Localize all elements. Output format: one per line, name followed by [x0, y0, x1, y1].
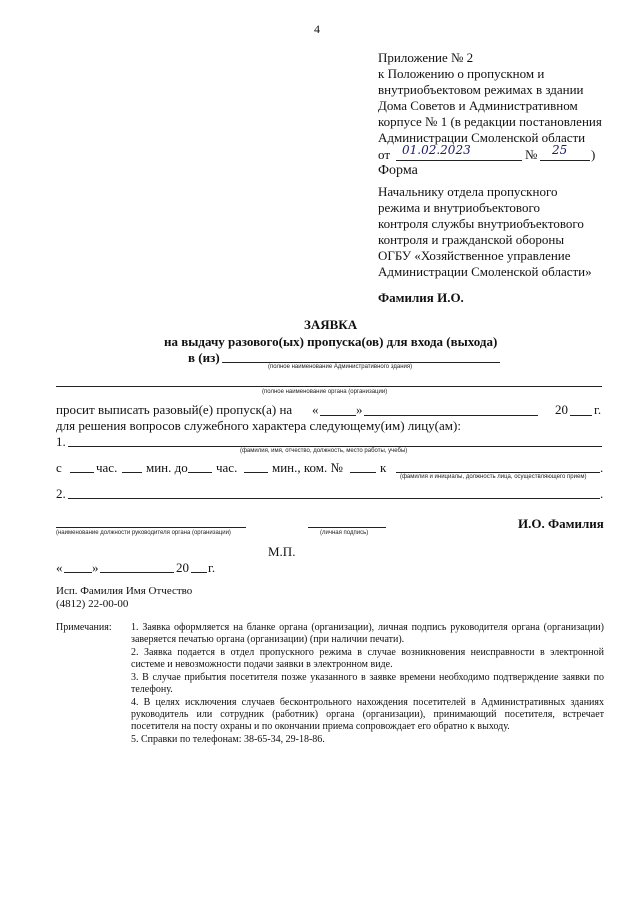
- from-label: в (из): [188, 350, 220, 365]
- request-year-line[interactable]: [570, 415, 592, 416]
- signer-name: И.О. Фамилия: [518, 516, 604, 531]
- sign-year-prefix: 20: [176, 560, 189, 575]
- appendix-date: 01.02.2023: [402, 143, 471, 157]
- org-line[interactable]: [56, 386, 602, 387]
- position-hint: (наименование должности руководителя органа (организации): [56, 530, 231, 536]
- sign-date-open: «: [56, 560, 63, 575]
- time-to-min-line[interactable]: [244, 472, 268, 473]
- form-label: Форма: [378, 163, 418, 178]
- item-1-number: 1.: [56, 434, 66, 449]
- doc-subtitle: на выдачу разового(ых) пропуска(ов) для входа (выхода): [164, 334, 498, 349]
- person-hint: (фамилия, имя, отчество, должность, место работы, учебы): [240, 448, 408, 454]
- appendix-number-line: [540, 160, 590, 161]
- appendix-close-paren: ): [591, 147, 596, 162]
- time-to-hour-line[interactable]: [188, 472, 212, 473]
- time-hours2-label: час.: [216, 460, 238, 475]
- to-label: к: [380, 460, 387, 475]
- note-item: 5. Справки по телефонам: 38-65-34, 29-18-86.: [131, 734, 325, 745]
- appendix-number: 25: [552, 143, 568, 157]
- appendix-line: корпусе № 1 (в редакции постановления: [378, 114, 602, 129]
- addressee-line: Администрации Смоленской области»: [378, 264, 592, 279]
- addressee-line: контроля службы внутриобъектового: [378, 216, 584, 231]
- appendix-line: к Положению о пропускном и: [378, 66, 545, 81]
- sign-year-line[interactable]: [191, 572, 207, 573]
- addressee-line: контроля и гражданской обороны: [378, 232, 565, 247]
- request-month-line[interactable]: [364, 415, 538, 416]
- appendix-line: Дома Советов и Административном: [378, 98, 578, 113]
- executor-phone: (4812) 22-00-00: [56, 598, 129, 610]
- purpose-text: для решения вопросов служебного характера следующему(им) лицу(ам):: [56, 418, 461, 433]
- note-item: 3. В случае прибытия посетителя позже указанного в заявке времени необходимо подтверждение заявки по телефону.: [131, 672, 604, 695]
- addressee-line: Начальнику отдела пропускного: [378, 184, 558, 199]
- item-1-line[interactable]: [68, 446, 602, 447]
- sign-hint: (личная подпись): [320, 530, 369, 536]
- appendix-no-label: №: [525, 147, 538, 162]
- receiver-line[interactable]: [396, 472, 600, 473]
- appendix-line: Администрации Смоленской области: [378, 130, 586, 145]
- appendix-line: Приложение № 2: [378, 50, 474, 65]
- request-quote-open: «: [312, 402, 319, 417]
- sign-line[interactable]: [308, 527, 386, 528]
- addressee-name: Фамилия И.О.: [378, 290, 464, 305]
- appendix-date-line: [396, 160, 522, 161]
- sign-date-close: »: [92, 560, 99, 575]
- building-hint: (полное наименование Административного здания): [268, 364, 413, 370]
- stamp-label: М.П.: [268, 544, 296, 559]
- request-quote-close: »: [356, 402, 363, 417]
- room-number-line[interactable]: [350, 472, 376, 473]
- time-room-label: мин., ком. №: [272, 460, 343, 475]
- sign-year-suffix: г.: [208, 560, 216, 575]
- note-item: 4. В целях исключения случаев бесконтрольного нахождения посетителей в Административных зданиях руководитель или сотрудник (работник) органа (организации), принимающий посетителя, встречает посетителя на посту охраны и по окончании приема сопровождает его обратно к выходу.: [131, 697, 604, 732]
- receiver-period: .: [600, 460, 604, 475]
- addressee-line: ОГБУ «Хозяйственное управление: [378, 248, 571, 263]
- notes-label: Примечания:: [56, 622, 112, 633]
- item-2-line[interactable]: [68, 498, 600, 499]
- appendix-from-label: от: [378, 147, 391, 162]
- sign-day-line[interactable]: [64, 572, 92, 573]
- position-line[interactable]: [56, 527, 246, 528]
- note-item: 2. Заявка подается в отдел пропускного режима в случае возникновения неисправности в электронной системе и невозможности подачи заявки в электронном виде.: [131, 647, 604, 670]
- time-minutes-to-label: мин. до: [146, 460, 188, 475]
- sign-month-line[interactable]: [100, 572, 174, 573]
- item-2-number: 2.: [56, 486, 66, 501]
- item-2-period: .: [600, 486, 604, 501]
- executor-name: Исп. Фамилия Имя Отчество: [56, 585, 193, 597]
- time-from-min-line[interactable]: [122, 472, 142, 473]
- addressee-line: режима и внутриобъектового: [378, 200, 540, 215]
- request-text: просит выписать разовый(е) пропуск(а) на: [56, 402, 293, 417]
- time-from-label: с: [56, 460, 62, 475]
- time-from-hour-line[interactable]: [70, 472, 94, 473]
- building-line[interactable]: [222, 362, 500, 363]
- appendix-line: внутриобъектовом режимах в здании: [378, 82, 584, 97]
- time-hours-label: час.: [96, 460, 118, 475]
- doc-title: ЗАЯВКА: [304, 317, 358, 332]
- page-number: 4: [314, 22, 320, 36]
- request-year-suffix: г.: [594, 402, 602, 417]
- request-year-prefix: 20: [555, 402, 568, 417]
- org-hint: (полное наименование органа (организации): [262, 389, 388, 395]
- request-day-line[interactable]: [320, 415, 356, 416]
- note-item: 1. Заявка оформляется на бланке органа (организации), личная подпись руководителя органа (организации) заверяется печатью органа (организации) (при наличии печати).: [131, 622, 604, 645]
- receiver-hint: (фамилия и инициалы, должность лица, осуществляющего прием): [400, 474, 587, 480]
